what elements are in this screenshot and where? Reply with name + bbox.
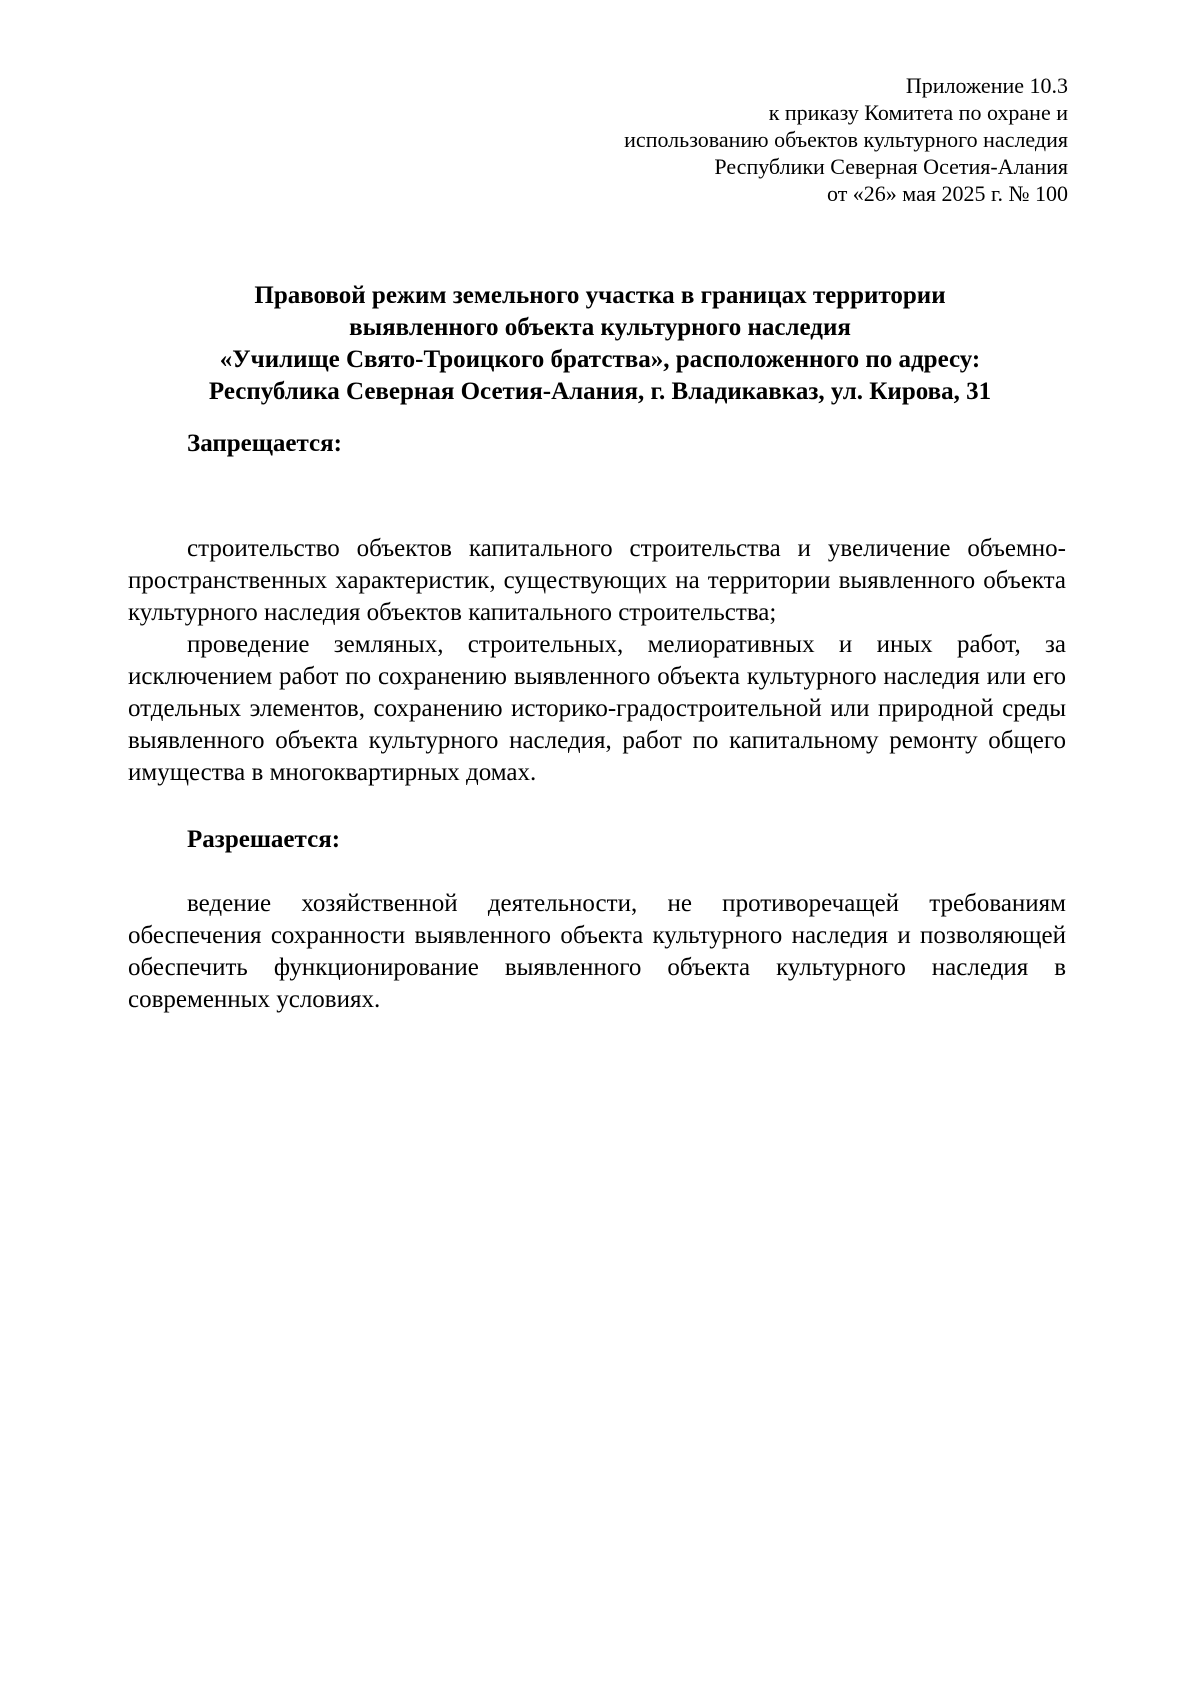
annex-line: использованию объектов культурного наследия bbox=[624, 127, 1068, 152]
prohibited-item: проведение земляных, строительных, мелиоративных и иных работ, за исключением работ по сохранению выявленного объекта культурного наследия или его отдельных элементов, сохранению историко-градостроительной или природной среды выявленного объекта культурного наследия, работ по капитальному ремонту общего имущества в многоквартирных домах. bbox=[128, 631, 1066, 786]
annex-line: Республики Северная Осетия-Алания bbox=[714, 154, 1068, 179]
annex-line: от «26» мая 2025 г. № 100 bbox=[826, 181, 1068, 206]
annex-line: Приложение 10.3 bbox=[905, 73, 1068, 98]
prohibited-section bbox=[128, 533, 1066, 789]
title-line: выявленного объекта культурного наследия bbox=[349, 314, 851, 341]
prohibited-heading: Запрещается: bbox=[187, 430, 343, 457]
prohibited-item: строительство объектов капитального строительства и увеличение объемно-пространственных характеристик, существующих на территории выявленного объекта культурного наследия объектов капитального строительства; bbox=[128, 535, 1066, 626]
title-line: Правовой режим земельного участка в границах территории bbox=[254, 282, 946, 309]
document-title bbox=[130, 280, 1070, 408]
permitted-heading: Разрешается: bbox=[187, 826, 341, 853]
title-line: «Училище Свято-Троицкого братства», расположенного по адресу: bbox=[219, 346, 981, 373]
annex-line: к приказу Комитета по охране и bbox=[768, 100, 1068, 125]
permitted-item: ведение хозяйственной деятельности, не противоречащей требованиям обеспечения сохранности выявленного объекта культурного наследия и позволяющей обеспечить функционирование выявленного объекта культурного наследия в современных условиях. bbox=[128, 890, 1066, 1013]
annex-reference bbox=[624, 72, 1068, 207]
title-line: Республика Северная Осетия-Алания, г. Владикавказ, ул. Кирова, 31 bbox=[208, 378, 992, 405]
permitted-section bbox=[128, 888, 1066, 1016]
